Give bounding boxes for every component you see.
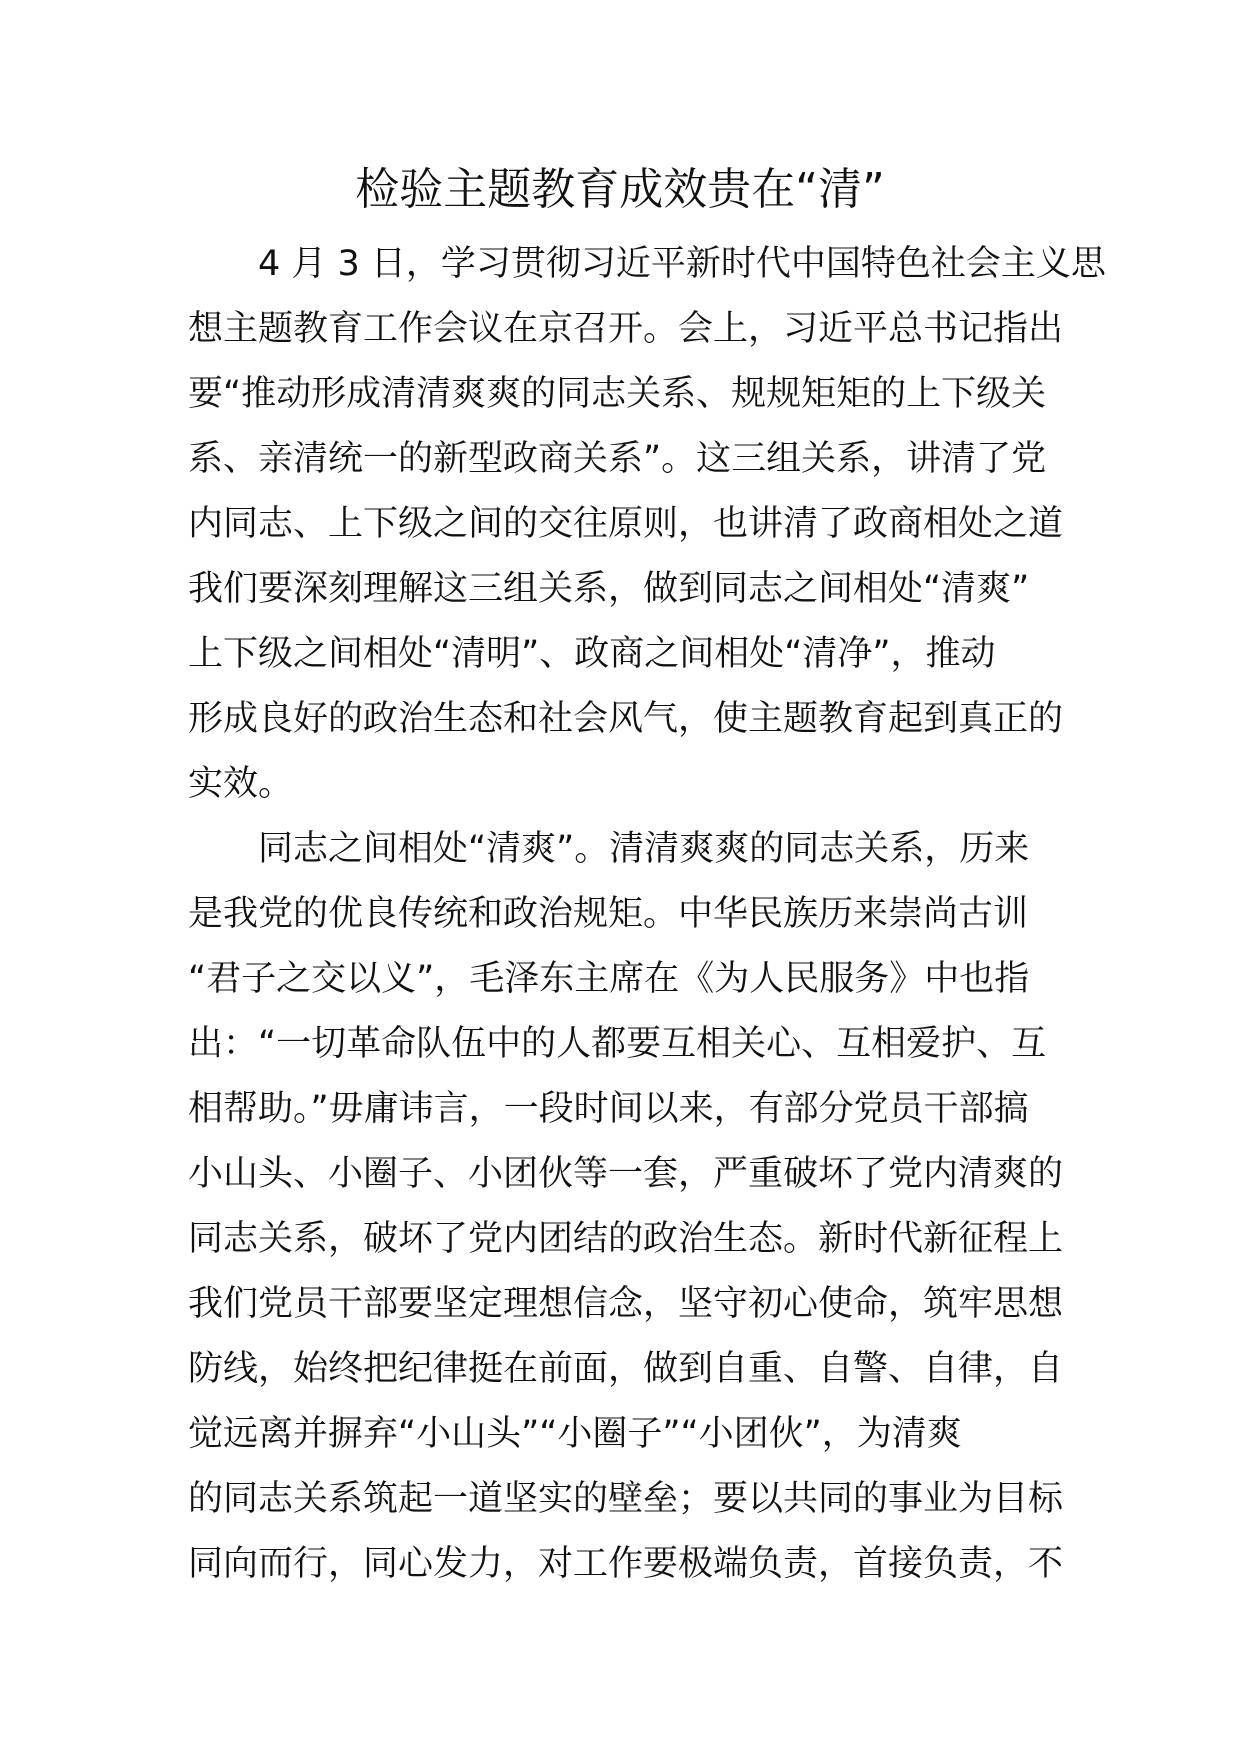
document-title: 检验主题教育成效贵在“清” <box>355 164 885 215</box>
text-line: 相帮助。”毋庸讳言，一段时间以来，有部分党员干部搞 <box>188 1089 1029 1129</box>
text-line: 实效。 <box>188 764 294 804</box>
text-line: “君子之交以义”，毛泽东主席在《为人民服务》中也指 <box>188 959 1030 999</box>
text-line: 小山头、小圈子、小团伙等一套，严重破坏了党内清爽的 <box>188 1154 1064 1194</box>
document-body <box>188 232 1106 1597</box>
text-line: 内同志、上下级之间的交往原则，也讲清了政商相处之道 <box>188 504 1064 544</box>
text-line: 同向而行，同心发力，对工作要极端负责，首接负责，不 <box>188 1544 1064 1584</box>
text-line: 想主题教育工作会议在京召开。会上，习近平总书记指出 <box>188 309 1064 349</box>
text-line: 系、亲清统一的新型政商关系”。这三组关系，讲清了党 <box>188 439 1047 479</box>
text-line: 同志之间相处“清爽”。清清爽爽的同志关系，历来 <box>258 829 1030 869</box>
text-line: 防线，始终把纪律挺在前面，做到自重、自警、自律，自 <box>188 1349 1064 1389</box>
text-line: 同志关系，破坏了党内团结的政治生态。新时代新征程上 <box>188 1219 1064 1259</box>
paragraph-1 <box>188 232 1106 817</box>
text-line: 的同志关系筑起一道坚实的壁垒；要以共同的事业为目标 <box>188 1479 1064 1519</box>
text-line: 4 月 3 日，学习贯彻习近平新时代中国特色社会主义思 <box>258 244 1106 284</box>
text-line: 觉远离并摒弃“小山头”“小圈子”“小团伙”，为清爽 <box>188 1414 962 1454</box>
text-line: 要“推动形成清清爽爽的同志关系、规规矩矩的上下级关 <box>188 374 1047 414</box>
text-line: 形成良好的政治生态和社会风气，使主题教育起到真正的 <box>188 699 1064 739</box>
paragraph-2 <box>188 817 1064 1597</box>
text-line: 是我党的优良传统和政治规矩。中华民族历来崇尚古训 <box>188 894 1029 934</box>
text-line: 上下级之间相处“清明”、政商之间相处“清净”，推动 <box>188 634 996 674</box>
text-line: 出：“一切革命队伍中的人都要互相关心、互相爱护、互 <box>188 1024 1047 1064</box>
text-line: 我们要深刻理解这三组关系，做到同志之间相处“清爽” <box>188 569 1030 609</box>
text-line: 我们党员干部要坚定理想信念，坚守初心使命，筑牢思想 <box>188 1284 1064 1324</box>
